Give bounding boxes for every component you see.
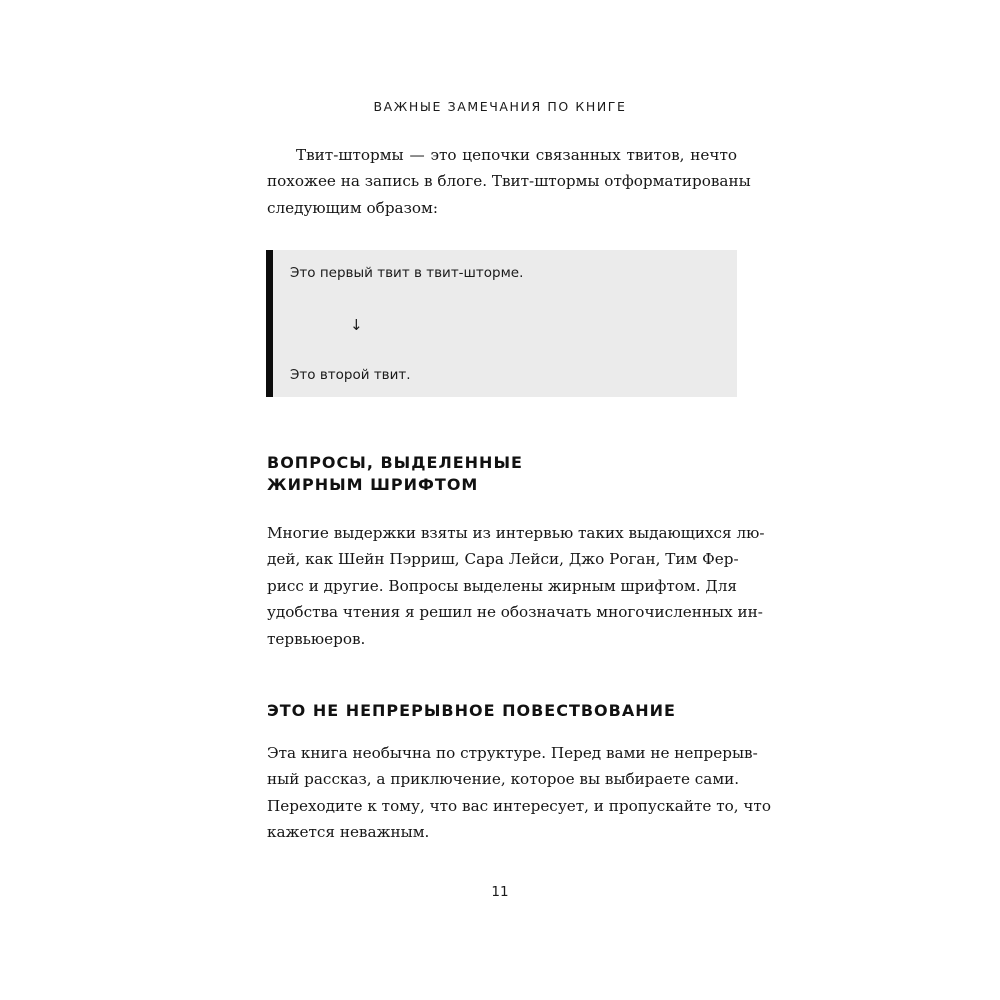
paragraph-line: Переходите к тому, что вас интересует, и пропускайте то, что [267,796,771,815]
section-heading-not-continuous: ЭТО НЕ НЕПРЕРЫВНОЕ ПОВЕСТВОВАНИЕ [267,701,676,720]
heading-line: ВОПРОСЫ, ВЫДЕЛЕННЫЕ [267,453,523,472]
intro-paragraph [267,142,751,221]
paragraph-line: кажется неважным. [267,823,430,842]
not-continuous-paragraph [267,740,771,846]
paragraph-line: следующим образом: [267,198,438,217]
page-number: 11 [491,884,509,900]
paragraph-line: удобства чтения я решил не обозначать многочисленных ин- [267,603,763,622]
paragraph-line: тервьюеров. [267,629,366,648]
bold-questions-paragraph [267,520,765,652]
first-tweet-text: Это первый твит в твит-шторме. [290,265,524,281]
paragraph-line: Твит-штормы — это цепочки связанных твитов, нечто [296,146,737,164]
paragraph-line: рисс и другие. Вопросы выделены жирным шрифтом. Для [267,576,737,595]
paragraph-line: дей, как Шейн Пэрриш, Сара Лейси, Джо Роган, Тим Фер- [267,550,739,569]
paragraph-line: Эта книга необычна по структуре. Перед вами не непрерыв- [267,744,758,762]
paragraph-line: ный рассказ, а приключение, которое вы выбираете сами. [267,770,740,789]
second-tweet-text: Это второй твит. [290,367,411,383]
tweetstorm-example-box [266,250,737,397]
paragraph-line: похожее на запись в блоге. Твит-штормы отформатированы [267,172,751,191]
heading-line: ЖИРНЫМ ШРИФТОМ [267,475,479,494]
down-arrow-icon: ↓ [350,316,363,334]
paragraph-line: Многие выдержки взяты из интервью таких выдающихся лю- [267,524,765,542]
running-head: ВАЖНЫЕ ЗАМЕЧАНИЯ ПО КНИГЕ [373,99,627,114]
section-heading-bold-questions [267,452,523,496]
